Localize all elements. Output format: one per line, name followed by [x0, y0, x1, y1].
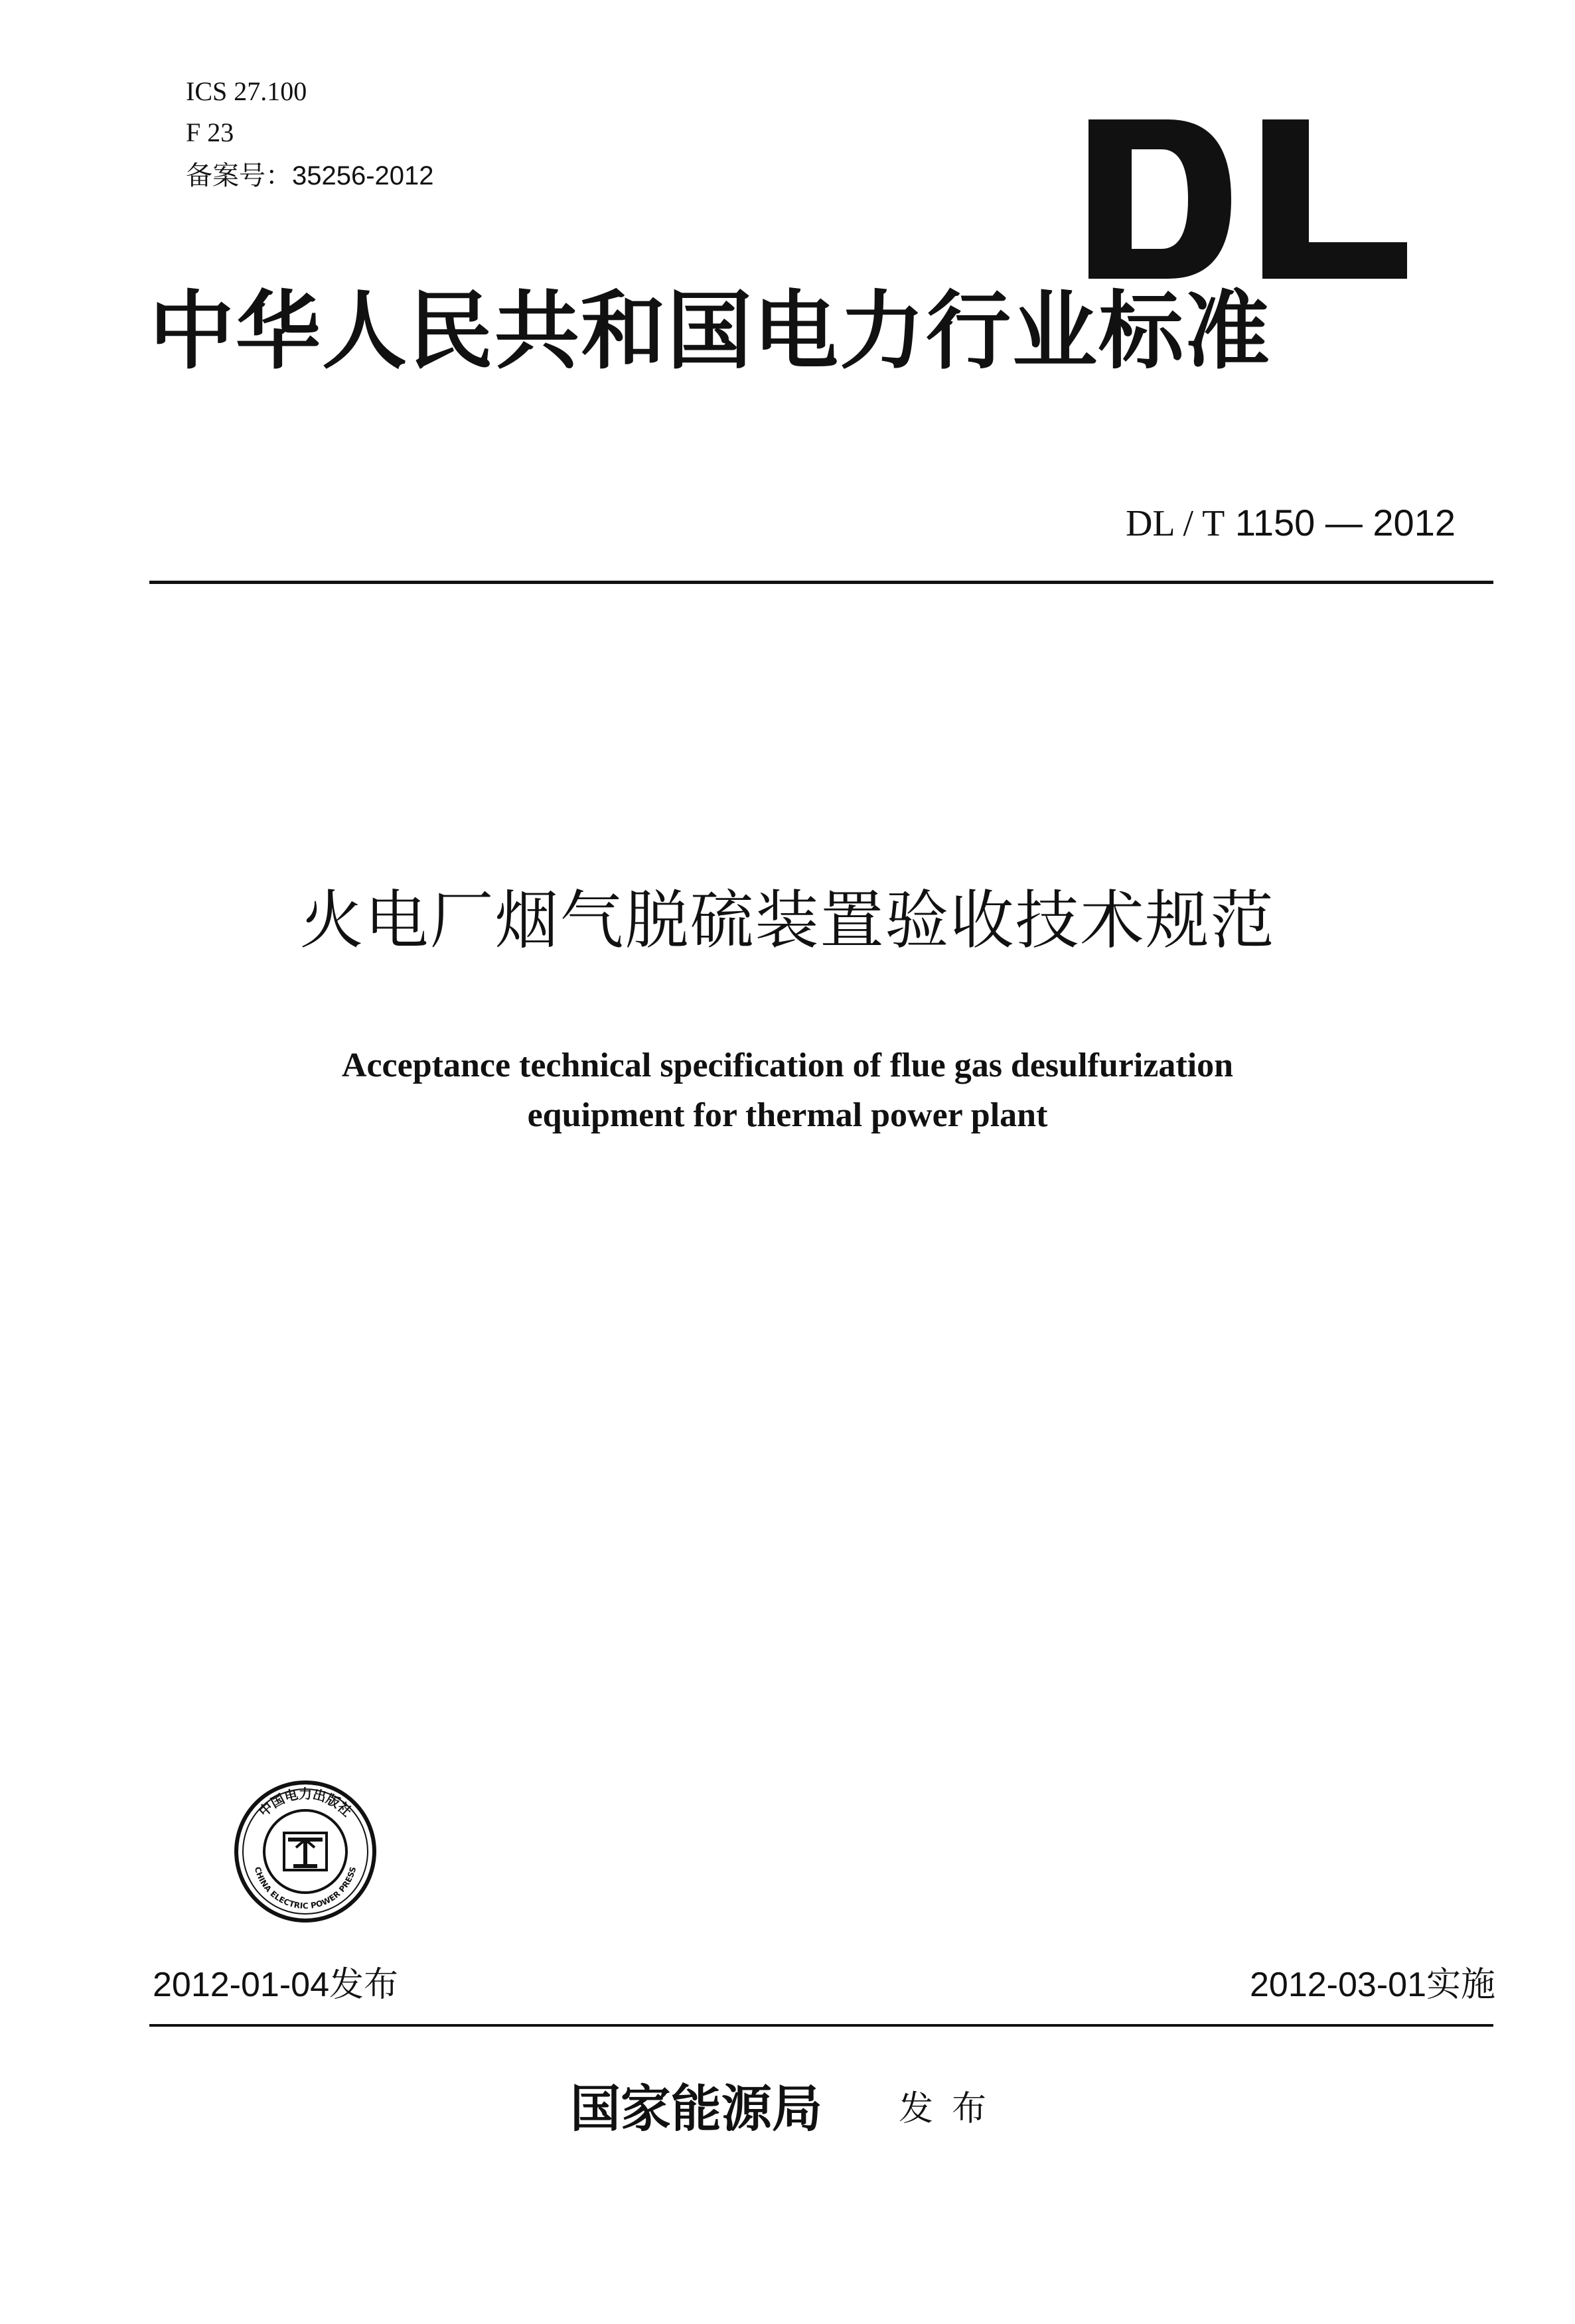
bottom-divider: [149, 2024, 1493, 2027]
issue-date: 2012-01-04发布: [153, 1966, 398, 2004]
document-title-cn: 火电厂烟气脱硫装置验收技术规范: [299, 883, 1276, 958]
implementation-date: 2012-03-01实施: [1250, 1966, 1495, 2004]
publisher-seal-icon: [232, 1779, 378, 1925]
standard-number-value: 1150 — 2012: [1235, 502, 1456, 544]
svg-text:CHINA ELECTRIC POWER PRESS: CHINA ELECTRIC POWER PRESS: [252, 1865, 358, 1911]
issuing-authority: 国家能源局: [569, 2079, 822, 2138]
top-divider: [149, 581, 1493, 584]
document-title-en-line2: equipment for thermal power plant: [527, 1096, 1048, 1134]
classification-code: F 23: [186, 117, 234, 147]
standard-category-title: 中华人民共和国电力行业标准: [149, 281, 1272, 381]
dl-logo: [1088, 119, 1407, 279]
standard-number-prefix: DL / T: [1125, 503, 1225, 544]
ics-code: ICS 27.100: [186, 76, 307, 106]
document-title-en-line1: Acceptance technical specification of flue gas desulfurization: [341, 1047, 1234, 1084]
record-number: 备案号：35256-2012: [186, 161, 434, 190]
standard-number: [1126, 504, 1456, 542]
issue-word: 发布: [899, 2089, 1006, 2129]
svg-text:中国电力出版社: 中国电力出版社: [256, 1786, 355, 1820]
issuer-row: [0, 2079, 1575, 2138]
